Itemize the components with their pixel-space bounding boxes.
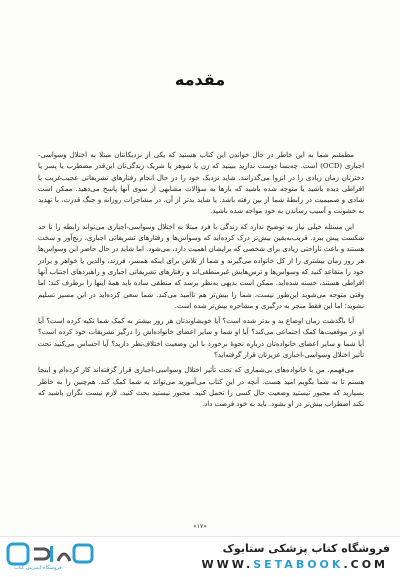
- url-suffix: .COM: [343, 558, 388, 571]
- logo-icon: [6, 541, 98, 567]
- body-text: [38, 150, 364, 415]
- url-prefix: WWW.: [201, 558, 254, 571]
- page-title: مقدمه: [174, 70, 226, 89]
- store-footer: [0, 536, 400, 577]
- paragraph: می‌فهمم. من با خانواده‌های بی‌شماری که تحت تأثیر اختلال وسواسی-اجباری قرار گرفته‌اند کار کرده‌ام و اینجا هستم تا به شما بگویم امید هست. آنچه در این کتاب می‌آموزید می‌تواند به شما کمک کند. هم‌چنین را به خاطر بسپارید که مجبور نیستید وضعیت حال کسی را تحمل کنید. مجبور نیستید بحث کنید. لازم نیست نگران باشید که نکند اضطراب بیش‌تر در او بشود. باید به خود فرصت داد.: [38, 366, 364, 409]
- url-brand: SETABOOK: [253, 558, 344, 571]
- paragraph: این مسئله خیلی نیاز به توضیح ندارد که زندگی با فرد مبتلا به اختلال وسواسی-اجباری می‌تواند رابطه را تا حد شکست پیش ببرد. قریب‌به‌یقین بیش‌تر درک کرده‌اید که وسواس‌ها و رفتارهای تشریفاتی اجباری، رنج‌آور و سخت هستند و باعث ناراحتی زیادی برای شخصی که برایشان اهمیت دارد، می‌شود. اما شاید در حال حاضر این وسواس‌ها هر روز زمان بیشتری را از کل خانواده می‌گیرند و شما از تلاش برای اینکه همسر، فرزند، والدین یا خواهر و برادر خود را متقاعد کنید که وسواس‌ها و ترس‌هایش غیرمنطقی‌اند و رفتارهای تشریفاتی اجباری و راهبردهای اجتناب آنها افراطی هستند، خسته شده‌اید. ممکن است بدیهی به‌نظر برسد که منطقی ساده باید همهٔ اینها را برطرف کند؛ اما وقتی متوجه می‌شوید این‌طور نیست، شما را بیش‌تر هم ناامید می‌کند. شما سعی کرده‌اید در این مسیر تسلیم نشوید؛ اما این فقط منجر به درگیری و مشاجره بیش‌تر شده است.: [38, 222, 364, 310]
- paragraph: آیا باگذشت زمان اوضاع بد و بدتر شده است؟ آیا خویشاوندتان هر روز بیشتر به کمک شما تکیه کرده است؟ آیا او در موقعیت‌ها کمک اجتماعی می‌کند؟ آیا او شما و سایر اعضای خانواده‌اش را درگیر تشریفات خود کرده است؟ آیا شما و سایر اعضای خانواده‌تان درباره نحوهٔ برخورد با این وضعیت اختلاف‌نظر دارید؟ آیا احساس می‌کنید تحت تأثیر اختلال وسواسی-اجباری عزیزتان قرار گرفته‌اید؟: [38, 317, 364, 360]
- paragraph: مطمئنم شما به این خاطر در حال خواندن این کتاب هستید که یکی از نزدیکانتان مبتلا به اختلال وسواسی-اجباری (OCD) است. چه‌بسا دوست نداريد ببينيد که زن يا شوهر يا شريک زندگی‌تان این‌قدر مضطرب یا پسر یا دخترتان زمان زیادی را در انزوا می‌گذرانند. شاید نزدیک خود را در حال انجام رفتارهای تشریفاتی عجیب‌غریب یا افراطی دیده باشید یا متوجه شده باشید که بارها به سؤالات مشابهی از سوی آنها پاسخ می‌دهید. ممکن است شادی و صمیمیت در رابطهٔ شما از بین رفته باشد. یا شاید بدتر از آن، در مشاجرات روزانه و جنگ قدرت، با تهدید به خشونت و آسیب رساندن به خود مواجه شده باشید.: [38, 151, 365, 216]
- logo-tagline: فروشگاه اینترنتی کتاب: [14, 565, 62, 571]
- page-number: «۱۷»: [193, 523, 207, 530]
- store-name: فروشگاه کتاب پزشکی ستابوک: [222, 542, 390, 555]
- store-url[interactable]: [202, 558, 388, 571]
